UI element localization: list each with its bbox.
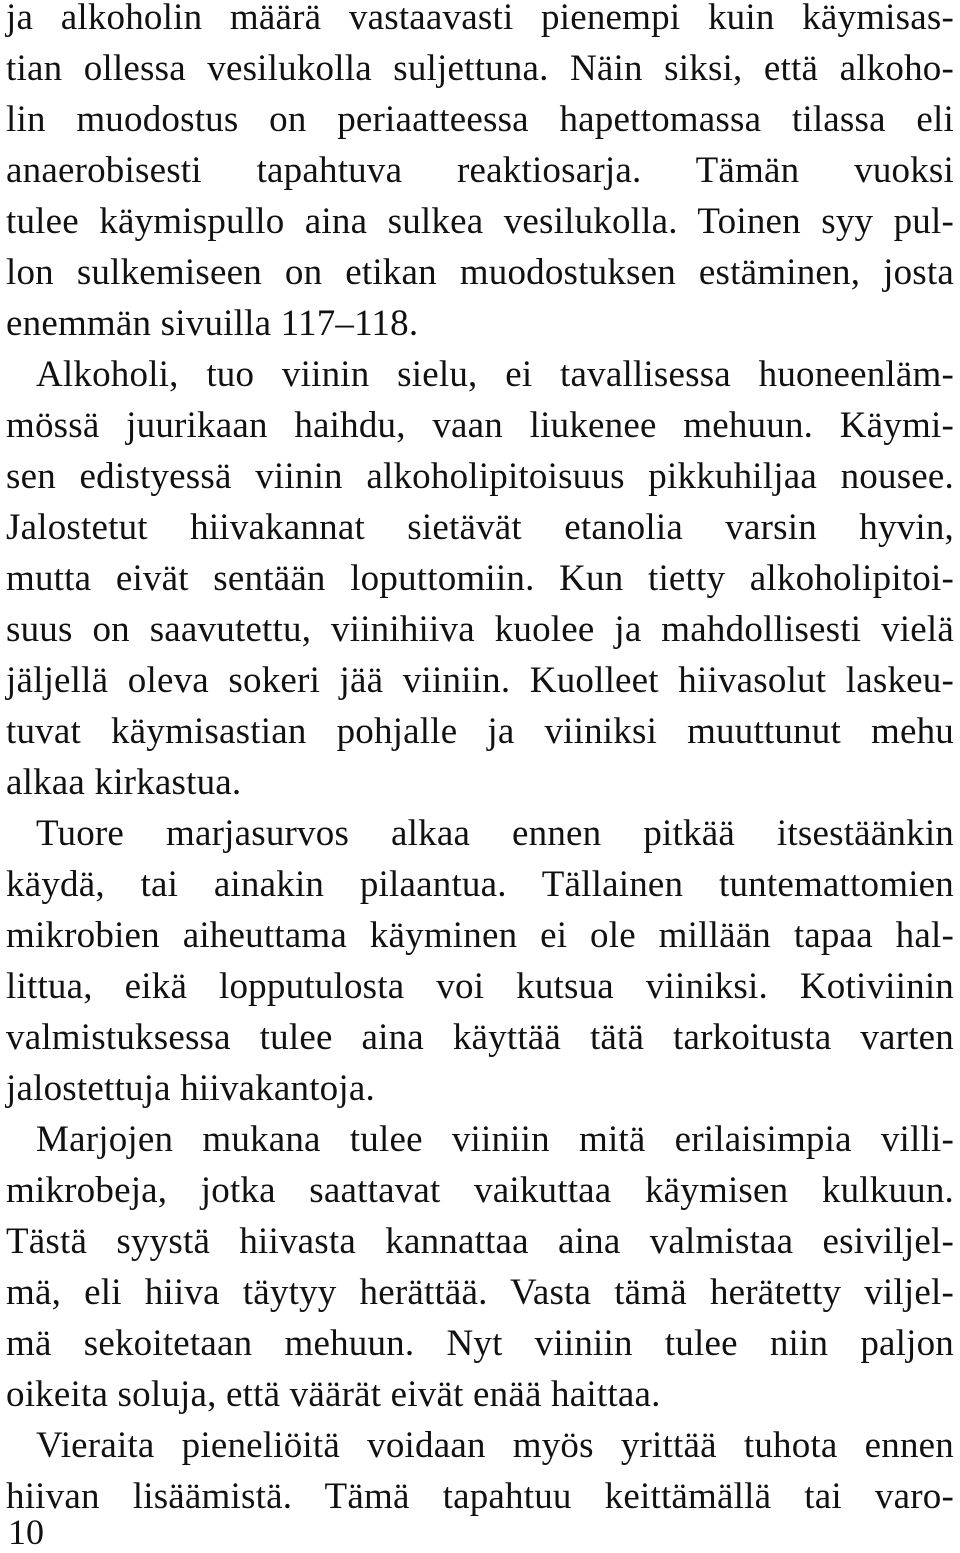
- text-line: oikeita soluja, että väärät eivät enää haittaa.: [6, 1374, 661, 1415]
- text-line: alkaa kirkastua.: [6, 762, 242, 803]
- text-line: Tuore marjasurvos alkaa ennen pitkää itsestäänkin: [36, 813, 954, 854]
- text-line: suus on saavutettu, viinihiiva kuolee ja mahdollisesti vielä: [6, 609, 954, 650]
- text-line: Alkoholi, tuo viinin sielu, ei tavallisessa huoneenläm-: [36, 354, 954, 395]
- text-line: Jalostetut hiivakannat sietävät etanolia varsin hyvin,: [6, 507, 954, 548]
- text-line: mössä juurikaan haihdu, vaan liukenee mehuun. Käymi-: [6, 405, 954, 446]
- text-line: ja alkoholin määrä vastaavasti pienempi kuin käymisas-: [6, 0, 954, 38]
- page-number: 10: [8, 1512, 44, 1552]
- text-line: tuvat käymisastian pohjalle ja viiniksi muuttunut mehu: [6, 711, 954, 752]
- text-line: lon sulkemiseen on etikan muodostuksen estäminen, josta: [6, 252, 954, 293]
- text-line: mikrobien aiheuttama käyminen ei ole millään tapaa hal-: [6, 915, 954, 956]
- text-line: hiivan lisäämistä. Tämä tapahtuu keittämällä tai varo-: [6, 1476, 954, 1517]
- text-line: tulee käymispullo aina sulkea vesilukolla. Toinen syy pul-: [6, 201, 954, 242]
- text-line: jalostettuja hiivakantoja.: [6, 1068, 375, 1109]
- text-line: Tästä syystä hiivasta kannattaa aina valmistaa esiviljel-: [6, 1221, 954, 1262]
- text-line: Marjojen mukana tulee viiniin mitä erilaisimpia villi-: [36, 1119, 954, 1160]
- text-line: tian ollessa vesilukolla suljettuna. Näin siksi, että alkoho-: [6, 48, 954, 89]
- text-line: littua, eikä lopputulosta voi kutsua viiniksi. Kotiviinin: [6, 966, 954, 1007]
- text-line: mutta eivät sentään loputtomiin. Kun tietty alkoholipitoi-: [6, 558, 954, 599]
- text-line: anaerobisesti tapahtuva reaktiosarja. Tämän vuoksi: [6, 150, 954, 191]
- text-line: enemmän sivuilla 117–118.: [6, 303, 419, 344]
- text-line: mikrobeja, jotka saattavat vaikuttaa käymisen kulkuun.: [6, 1170, 954, 1211]
- text-line: jäljellä oleva sokeri jää viiniin. Kuolleet hiivasolut laskeu-: [6, 660, 954, 701]
- text-line: lin muodostus on periaatteessa hapettomassa tilassa eli: [6, 99, 954, 140]
- text-line: Vieraita pieneliöitä voidaan myös yrittää tuhota ennen: [36, 1425, 954, 1466]
- text-line: sen edistyessä viinin alkoholipitoisuus pikkuhiljaa nousee.: [6, 456, 954, 497]
- text-line: mä, eli hiiva täytyy herättää. Vasta tämä herätetty viljel-: [6, 1272, 954, 1313]
- text-line: käydä, tai ainakin pilaantua. Tällainen tuntemattomien: [6, 864, 954, 905]
- text-line: valmistuksessa tulee aina käyttää tätä tarkoitusta varten: [6, 1017, 954, 1058]
- text-line: mä sekoitetaan mehuun. Nyt viiniin tulee niin paljon: [6, 1323, 954, 1364]
